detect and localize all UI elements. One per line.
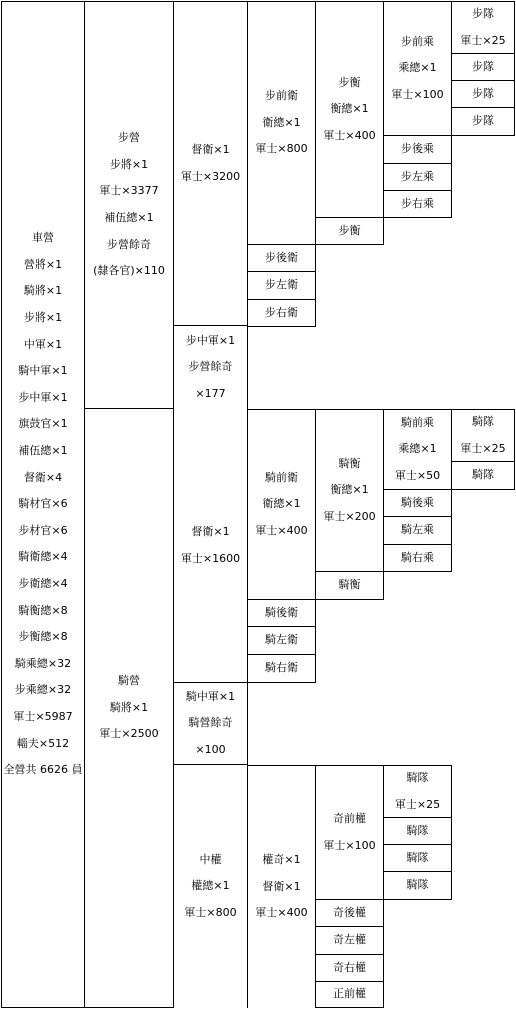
cavalry-front-wei-cell bbox=[248, 409, 316, 600]
reserve-main-front-cell bbox=[316, 982, 384, 1008]
infantry-rear-wei-cell bbox=[248, 245, 316, 272]
cell-text: 步衡 bbox=[338, 223, 361, 237]
cell-text: 步將×1 bbox=[109, 157, 149, 171]
cell-text: 軍士×5987 bbox=[13, 709, 73, 723]
cell-text: 督衛×1 bbox=[191, 142, 230, 156]
cell-text: 騎衛總×4 bbox=[18, 550, 68, 564]
camp-column bbox=[1, 1, 85, 1008]
infantry-right-wei-cell bbox=[248, 300, 316, 327]
cell-text: 騎營 bbox=[118, 674, 140, 688]
cell-text: 軍士×3200 bbox=[180, 169, 241, 183]
cell-text: 乘總×1 bbox=[398, 61, 437, 75]
cavalry-squad-cell bbox=[452, 462, 515, 490]
cell-text: 軍士×2500 bbox=[99, 727, 159, 741]
cell-text: 步左乘 bbox=[401, 169, 434, 183]
cell-text: 軍士×25 bbox=[394, 797, 441, 811]
cell-text: 營將×1 bbox=[23, 257, 63, 271]
infantry-squad-cell bbox=[452, 81, 515, 108]
cell-text: 奇前權 bbox=[333, 811, 366, 825]
cell-text: 軍士×3377 bbox=[99, 184, 159, 198]
cell-text: 軍士×400 bbox=[323, 128, 376, 142]
cell-text: 騎隊 bbox=[472, 468, 494, 482]
cell-text: 軍士×1600 bbox=[180, 551, 241, 565]
cell-text: 騎前衛 bbox=[265, 470, 298, 484]
cell-text: 中權 bbox=[199, 852, 222, 866]
cavalry-rear-cheng-cell bbox=[384, 490, 452, 517]
cell-text: 步前乘 bbox=[401, 34, 434, 48]
cell-text: 步隊 bbox=[472, 114, 494, 128]
cell-text: 騎衡 bbox=[338, 578, 361, 592]
cell-text: 補伍總×1 bbox=[104, 211, 154, 224]
cell-text: 軍士×100 bbox=[391, 87, 444, 101]
reserve-rear-cell bbox=[316, 900, 384, 927]
infantry-squad-cell bbox=[452, 108, 515, 136]
cell-text: 衡總×1 bbox=[330, 483, 369, 497]
cavalry-front-heng-cell bbox=[316, 409, 384, 572]
cell-text: 騎後衛 bbox=[265, 605, 298, 619]
cell-text: 步隊 bbox=[472, 6, 494, 20]
cell-text: 衛總×1 bbox=[262, 497, 301, 511]
cell-text: 車營 bbox=[32, 231, 54, 245]
cell-text: 軍士×50 bbox=[394, 468, 441, 482]
cavalry-heng-extra-cell bbox=[316, 572, 384, 600]
cell-text: 步衡 bbox=[338, 75, 361, 89]
cell-text: 步後乘 bbox=[401, 142, 434, 156]
cell-text: 軍士×800 bbox=[255, 142, 308, 156]
cell-text: 奇左權 bbox=[333, 933, 366, 947]
reserve-sub-cell bbox=[248, 765, 316, 1008]
cell-text: 步前衛 bbox=[265, 89, 298, 103]
cell-text: ×177 bbox=[195, 386, 226, 400]
reserve-left-cell bbox=[316, 927, 384, 955]
cell-text: 乘總×1 bbox=[398, 442, 437, 456]
cell-text: 步中軍×1 bbox=[185, 333, 236, 347]
infantry-heng-extra-cell bbox=[316, 218, 384, 245]
cell-text: 步隊 bbox=[472, 59, 494, 73]
cell-text: 步營 bbox=[117, 131, 140, 145]
cell-text: 騎中軍×1 bbox=[185, 689, 236, 703]
cell-text: 騎左衛 bbox=[265, 633, 298, 647]
cell-text: 騎右乘 bbox=[401, 550, 434, 564]
cell-text: 督衛×1 bbox=[191, 524, 230, 538]
cavalry-left-wei-cell bbox=[248, 627, 316, 655]
cell-text: 軍士×25 bbox=[460, 441, 506, 455]
cavalry-squad-first-cell bbox=[452, 409, 515, 462]
reserve-right-cell bbox=[316, 955, 384, 982]
cell-text: 騎隊 bbox=[406, 878, 429, 892]
cell-text: 奇右權 bbox=[333, 960, 366, 974]
cavalry-rear-wei-cell bbox=[248, 600, 316, 627]
reserve-squad-cell bbox=[384, 818, 452, 845]
cell-text: 步材官×6 bbox=[18, 523, 68, 537]
cavalry-guard-cell bbox=[174, 409, 248, 683]
infantry-front-heng-cell bbox=[316, 1, 384, 218]
cavalry-front-cheng-cell bbox=[384, 409, 452, 490]
cell-text: 騎乘總×32 bbox=[14, 656, 72, 670]
cell-text: 督衛×1 bbox=[262, 879, 301, 893]
cell-text: 騎營餘奇 bbox=[188, 716, 233, 730]
cell-text: 軍士×100 bbox=[323, 838, 376, 852]
cavalry-left-cheng-cell bbox=[384, 517, 452, 545]
cell-text: 衡總×1 bbox=[330, 102, 369, 116]
reserve-squad-cell bbox=[384, 845, 452, 872]
infantry-camp-cell bbox=[85, 1, 174, 409]
cell-text: 補伍總×1 bbox=[18, 444, 68, 458]
cell-text: (隸各官)×110 bbox=[93, 264, 165, 278]
cavalry-camp-cell bbox=[85, 409, 174, 1008]
cell-text: 軍士×200 bbox=[323, 509, 376, 523]
cell-text: 步營餘奇 bbox=[188, 360, 233, 374]
cell-text: 輜夫×512 bbox=[16, 736, 70, 750]
cell-text: 騎後乘 bbox=[401, 495, 434, 509]
cell-text: 權總×1 bbox=[191, 879, 230, 893]
cell-text: 騎右衛 bbox=[265, 661, 298, 675]
reserve-camp-cell bbox=[174, 765, 248, 1008]
cell-text: 騎隊 bbox=[406, 770, 429, 784]
cavalry-right-cheng-cell bbox=[384, 545, 452, 572]
cell-text: 步衛總×4 bbox=[18, 576, 68, 590]
cell-text: 奇後權 bbox=[333, 905, 366, 919]
infantry-front-wei-cell bbox=[248, 1, 316, 245]
cell-text: 騎將×1 bbox=[109, 700, 149, 714]
reserve-squad-cell bbox=[384, 872, 452, 900]
cell-text: 步中軍×1 bbox=[18, 390, 68, 404]
infantry-center-cell bbox=[174, 326, 248, 409]
cell-text: 步乘總×32 bbox=[14, 683, 72, 697]
cell-text: 騎中軍×1 bbox=[18, 364, 68, 378]
infantry-squad-cell bbox=[452, 54, 515, 81]
cell-text: 軍士×25 bbox=[460, 33, 506, 47]
cell-text: 衛總×1 bbox=[262, 115, 301, 129]
infantry-right-cheng-cell bbox=[384, 191, 452, 218]
cell-text: 騎隊 bbox=[406, 823, 429, 837]
infantry-left-wei-cell bbox=[248, 272, 316, 300]
cell-text: 中軍×1 bbox=[23, 337, 63, 351]
cell-text: 軍士×400 bbox=[255, 523, 308, 537]
cell-text: 騎前乘 bbox=[401, 415, 434, 429]
cell-text: 督衛×4 bbox=[23, 470, 63, 484]
infantry-rear-cheng-cell bbox=[384, 136, 452, 164]
cell-text: 軍士×800 bbox=[184, 905, 237, 919]
cell-text: 權奇×1 bbox=[262, 853, 301, 867]
cell-text: 步營餘奇 bbox=[106, 237, 151, 251]
cavalry-center-cell bbox=[174, 683, 248, 765]
cell-text: ×100 bbox=[195, 742, 226, 756]
cell-text: 步隊 bbox=[472, 86, 494, 100]
cell-text: 步衡總×8 bbox=[18, 630, 68, 644]
cell-text: 騎隊 bbox=[406, 850, 429, 864]
reserve-front-cell bbox=[316, 765, 384, 900]
infantry-front-cheng-cell bbox=[384, 1, 452, 136]
cell-text: 步將×1 bbox=[23, 311, 63, 325]
cell-text: 騎左乘 bbox=[401, 523, 434, 537]
infantry-squad-first-cell bbox=[452, 1, 515, 54]
reserve-squad-first-cell bbox=[384, 765, 452, 818]
cavalry-right-wei-cell bbox=[248, 655, 316, 683]
cell-text: 步右乘 bbox=[401, 196, 434, 210]
infantry-left-cheng-cell bbox=[384, 164, 452, 191]
cell-text: 騎衡總×8 bbox=[18, 603, 68, 617]
cell-text: 騎隊 bbox=[472, 414, 494, 428]
cell-text: 旗鼓官×1 bbox=[18, 417, 68, 431]
cell-text: 正前權 bbox=[333, 987, 366, 1001]
cell-text: 步左衛 bbox=[265, 278, 298, 292]
cell-text: 全營共 6626 員 bbox=[3, 763, 83, 777]
cell-text: 騎材官×6 bbox=[18, 497, 68, 511]
cell-text: 步後衛 bbox=[265, 250, 298, 264]
cell-text: 騎將×1 bbox=[23, 284, 63, 298]
cell-text: 軍士×400 bbox=[255, 906, 308, 920]
cell-text: 騎衡 bbox=[338, 456, 361, 470]
cell-text: 步右衛 bbox=[265, 305, 298, 319]
infantry-guard-cell bbox=[174, 1, 248, 326]
